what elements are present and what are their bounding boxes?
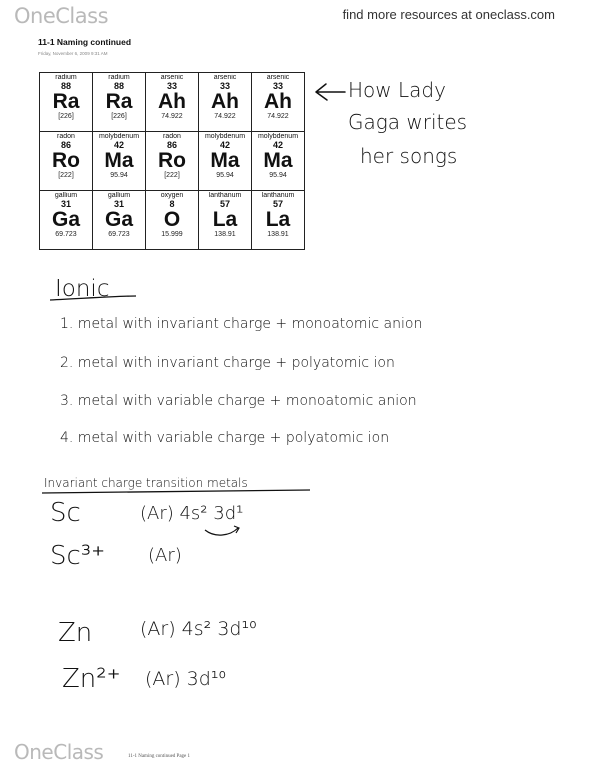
zn-label: Zn bbox=[58, 618, 93, 648]
element-symbol: Ro bbox=[158, 149, 186, 172]
element-number: 88 bbox=[113, 81, 124, 91]
element-mass: 138.91 bbox=[267, 231, 289, 238]
element-symbol: Ga bbox=[104, 208, 133, 231]
element-symbol: Ra bbox=[52, 90, 80, 113]
element-mass: [222] bbox=[164, 172, 180, 179]
document-title: 11-1 Naming continued bbox=[38, 37, 132, 47]
zn-config: (Ar) 4s² 3d¹⁰ bbox=[140, 618, 257, 640]
element-mass: 95.94 bbox=[110, 172, 128, 179]
element-mass: 138.91 bbox=[214, 231, 236, 238]
element-name: oxygen bbox=[160, 192, 184, 199]
sc-label: Sc bbox=[50, 498, 81, 528]
element-symbol: Ra bbox=[105, 90, 133, 113]
element-number: 42 bbox=[113, 140, 124, 150]
annotation-line-3: her songs bbox=[360, 144, 458, 168]
annotation-line-2: Gaga writes bbox=[348, 110, 468, 134]
element-number: 31 bbox=[113, 199, 124, 209]
element-symbol: Ma bbox=[104, 149, 134, 172]
element-name: arsenic bbox=[160, 74, 184, 81]
element-symbol: Ga bbox=[51, 208, 80, 231]
element-name: molybdenum bbox=[257, 133, 299, 140]
element-name: radon bbox=[163, 133, 181, 140]
element-mass: 15.999 bbox=[161, 231, 183, 238]
zn-ion-label: Zn²⁺ bbox=[62, 664, 121, 694]
element-symbol: Ah bbox=[211, 90, 239, 113]
element-number: 33 bbox=[166, 81, 177, 91]
element-name: arsenic bbox=[213, 74, 237, 81]
zn-ion-config: (Ar) 3d¹⁰ bbox=[145, 668, 227, 690]
element-number: 57 bbox=[272, 199, 283, 209]
resources-tagline[interactable]: find more resources at oneclass.com bbox=[342, 7, 555, 22]
transition-underline bbox=[42, 490, 310, 493]
element-mass: [226] bbox=[58, 113, 74, 120]
sc-ion-config: (Ar) bbox=[148, 545, 182, 566]
page-label: 11-1 Naming continued Page 1 bbox=[128, 754, 191, 759]
ionic-rule-3: 3. metal with variable charge + monoatomic anion bbox=[60, 393, 417, 409]
element-symbol: La bbox=[265, 208, 291, 231]
element-number: 88 bbox=[60, 81, 71, 91]
element-mass: 74.922 bbox=[214, 113, 236, 120]
ionic-rule-1: 1. metal with invariant charge + monoatomic anion bbox=[60, 316, 423, 332]
element-name: gallium bbox=[54, 192, 78, 199]
curved-arrow-icon bbox=[205, 526, 239, 535]
element-number: 57 bbox=[219, 199, 230, 209]
element-mass: 69.723 bbox=[55, 231, 77, 238]
element-number: 86 bbox=[166, 140, 177, 150]
element-symbol: O bbox=[163, 208, 181, 231]
element-mass: 74.922 bbox=[161, 113, 183, 120]
element-name: molybdenum bbox=[204, 133, 246, 140]
ionic-heading: Ionic bbox=[55, 276, 110, 302]
document-timestamp: Friday, November 6, 2009 9:31 AM bbox=[38, 51, 108, 56]
ionic-rule-2: 2. metal with invariant charge + polyatomic ion bbox=[60, 355, 395, 371]
element-symbol: Ro bbox=[52, 149, 80, 172]
sc-config: (Ar) 4s² 3d¹ bbox=[140, 503, 244, 524]
element-symbol: La bbox=[212, 208, 238, 231]
element-number: 31 bbox=[60, 199, 71, 209]
element-name: lanthanum bbox=[261, 192, 295, 199]
element-number: 42 bbox=[272, 140, 283, 150]
oneclass-footer-logo[interactable]: OneClass bbox=[14, 740, 104, 764]
element-symbol: Ma bbox=[210, 149, 240, 172]
element-name: gallium bbox=[107, 192, 131, 199]
element-mass: [222] bbox=[58, 172, 74, 179]
element-name: radium bbox=[108, 74, 130, 81]
element-name: molybdenum bbox=[98, 133, 140, 140]
element-symbol: Ah bbox=[158, 90, 186, 113]
element-mass: 69.723 bbox=[108, 231, 130, 238]
element-number: 86 bbox=[60, 140, 71, 150]
element-number: 33 bbox=[219, 81, 230, 91]
element-number: 8 bbox=[169, 199, 175, 209]
element-name: arsenic bbox=[266, 74, 290, 81]
element-symbol: Ah bbox=[264, 90, 292, 113]
element-mass: 95.94 bbox=[216, 172, 234, 179]
annotation-line-1: How Lady bbox=[348, 78, 446, 102]
element-name: lanthanum bbox=[208, 192, 242, 199]
element-mass: 95.94 bbox=[269, 172, 287, 179]
element-name: radium bbox=[55, 74, 77, 81]
element-number: 42 bbox=[219, 140, 230, 150]
sc-ion-label: Sc³⁺ bbox=[50, 541, 105, 571]
element-mass: 74.922 bbox=[267, 113, 289, 120]
element-name: radon bbox=[57, 133, 75, 140]
element-mass: [226] bbox=[111, 113, 127, 120]
ionic-underline bbox=[50, 296, 136, 300]
element-number: 33 bbox=[272, 81, 283, 91]
ionic-rule-4: 4. metal with variable charge + polyatomic ion bbox=[60, 430, 390, 446]
transition-metals-heading: Invariant charge transition metals bbox=[44, 476, 248, 490]
element-symbol: Ma bbox=[263, 149, 293, 172]
arrow-icon bbox=[316, 84, 345, 100]
oneclass-logo[interactable]: OneClass bbox=[14, 4, 109, 28]
